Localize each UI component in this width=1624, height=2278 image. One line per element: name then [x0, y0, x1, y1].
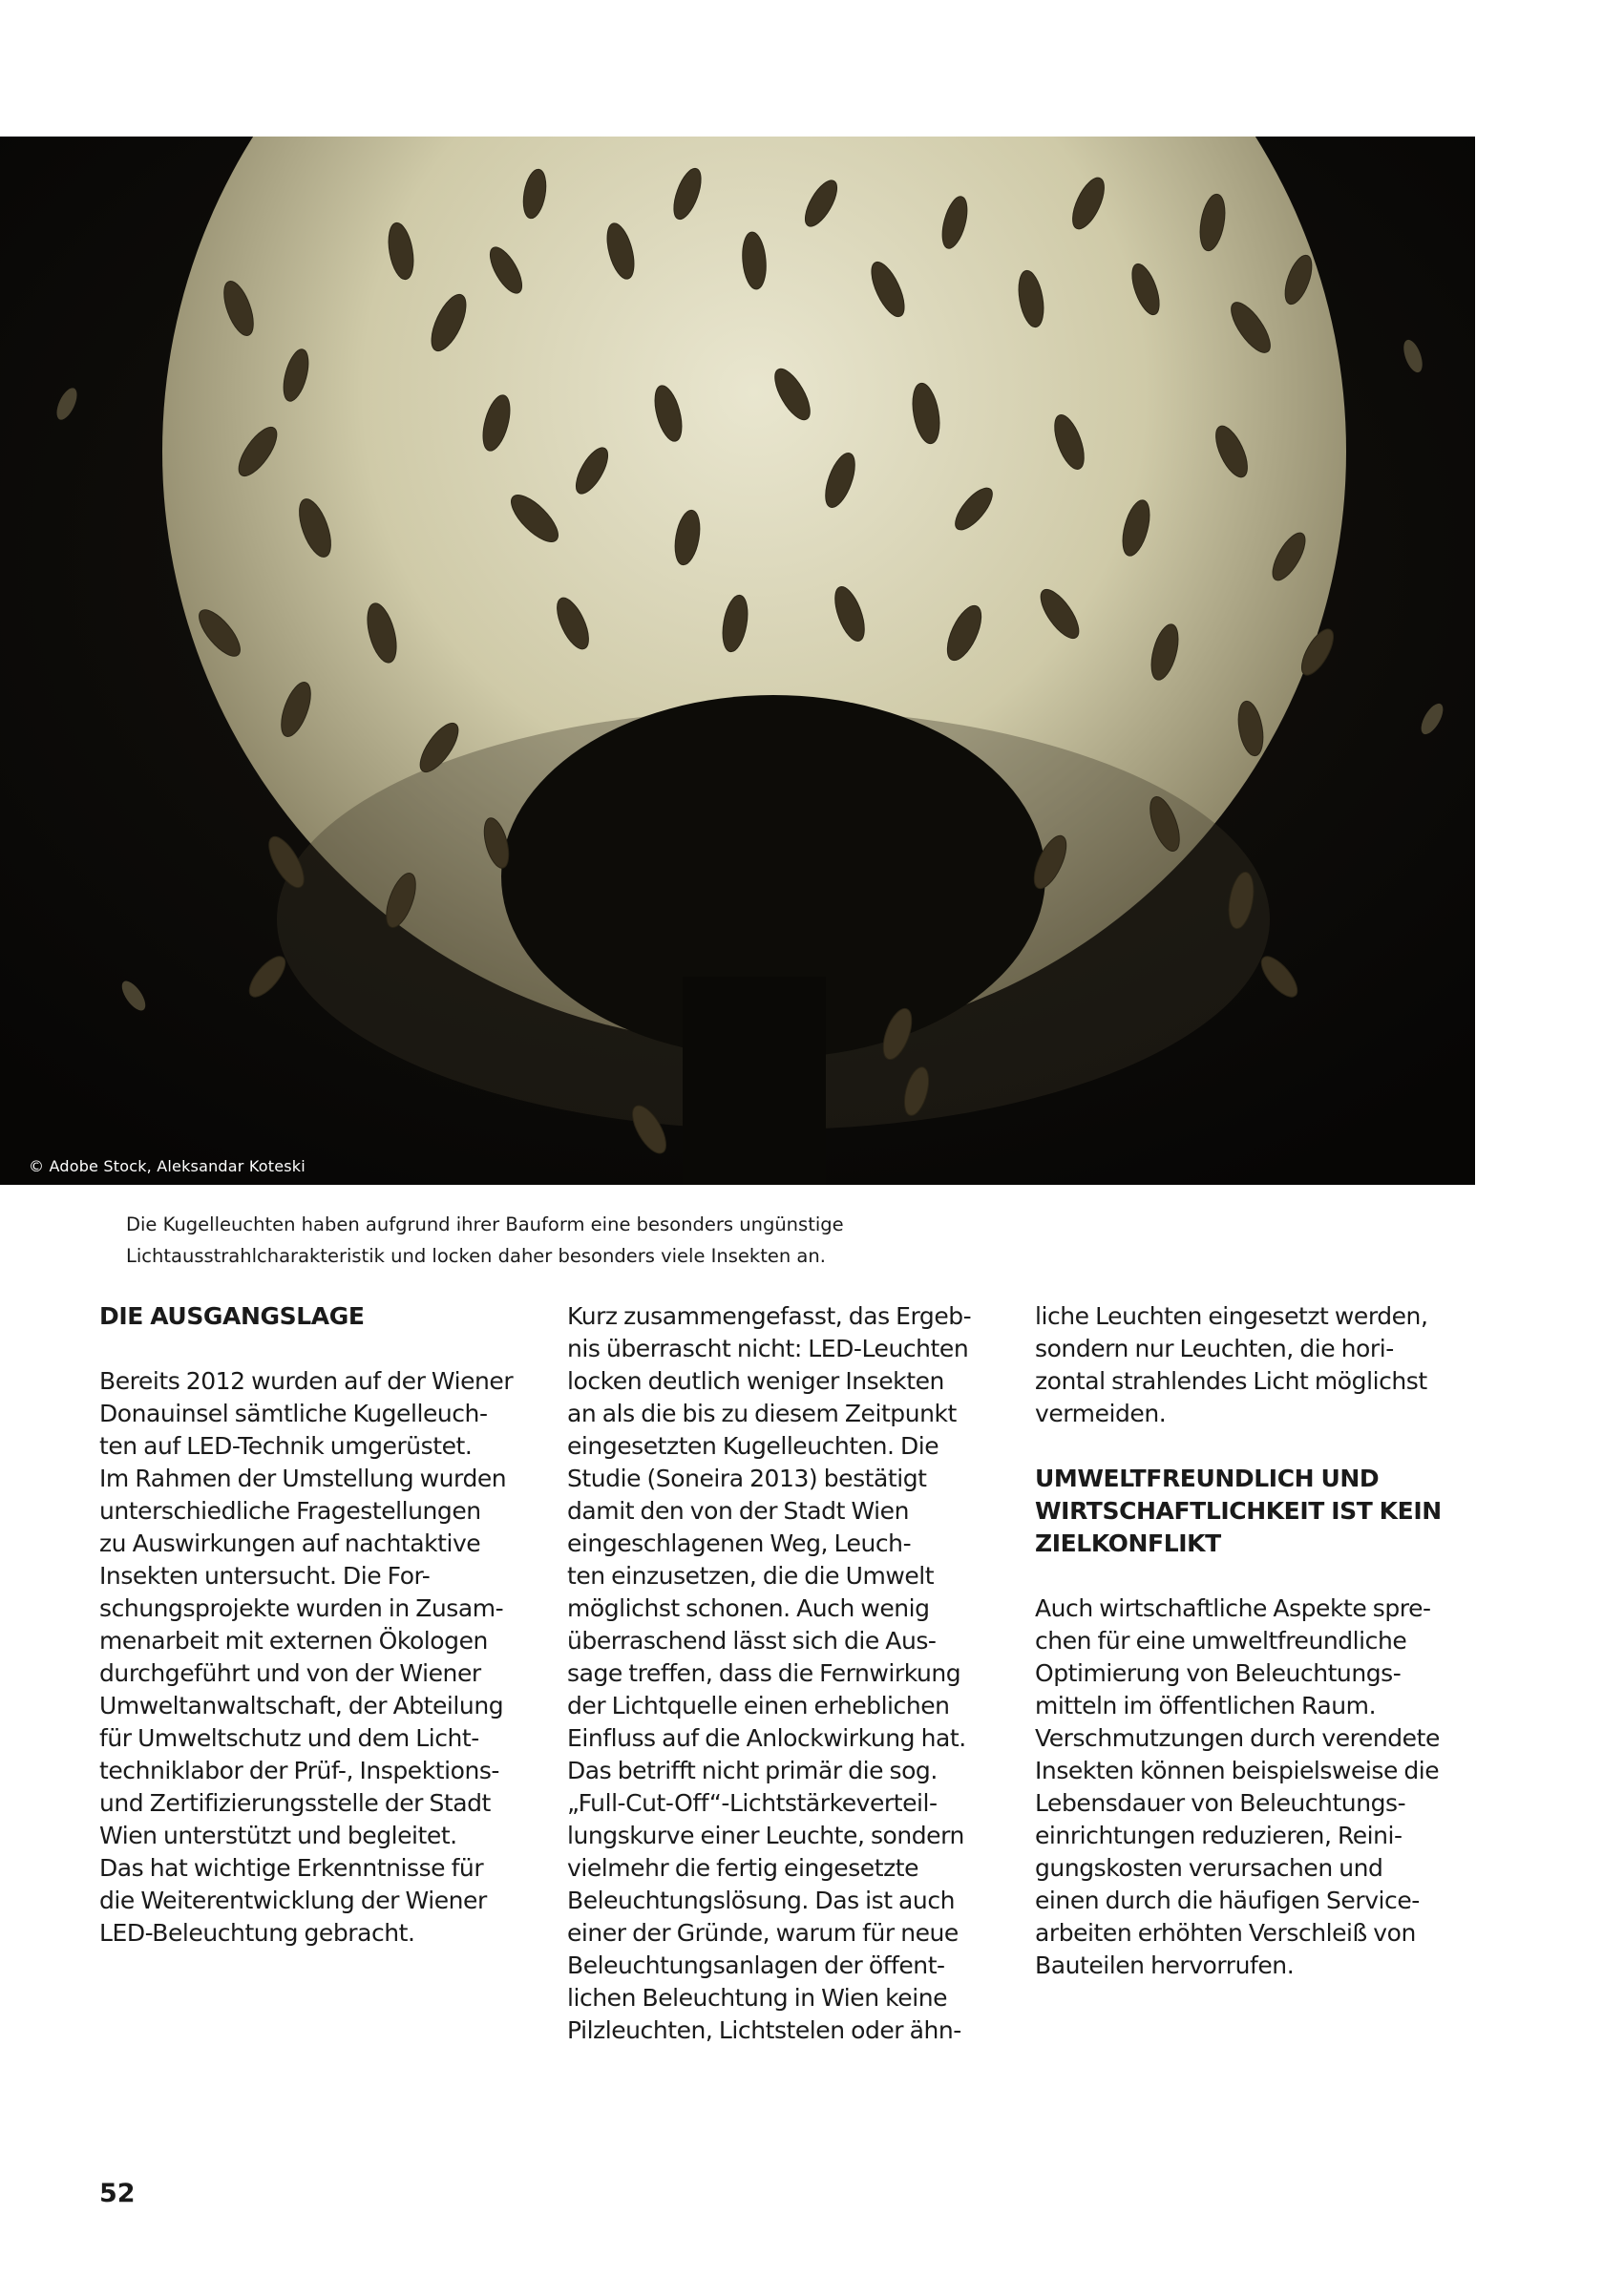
text-line: nis überrascht nicht: LED-Leuchten: [567, 1335, 969, 1362]
text-line: zu Auswirkungen auf nachtaktive: [99, 1529, 481, 1557]
text-line: „Full-Cut-Off“-Lichtstärkeverteil-: [567, 1789, 938, 1817]
lamp-photo: [0, 137, 1475, 1185]
text-line: schungsprojekte wurden in Zusam-: [99, 1594, 504, 1622]
text-line: ten auf LED-Technik umgerüstet.: [99, 1432, 473, 1460]
text-line: menarbeit mit externen Ökologen: [99, 1627, 488, 1655]
text-line: Studie (Soneira 2013) bestätigt: [567, 1465, 927, 1492]
column-2: [567, 1300, 1016, 2047]
text-line: Einfluss auf die Anlockwirkung hat.: [567, 1724, 966, 1752]
text-line: Optimierung von Beleuchtungs-: [1035, 1659, 1402, 1687]
text-line: Bauteilen hervorrufen.: [1035, 1951, 1295, 1979]
paragraph: [99, 1365, 552, 1950]
text-line: vielmehr die fertig eingesetzte: [567, 1854, 919, 1882]
photo-credit: © Adobe Stock, Aleksandar Koteski: [29, 1157, 306, 1175]
text-line: ten einzusetzen, die die Umwelt: [567, 1562, 935, 1590]
text-line: Das hat wichtige Erkenntnisse für: [99, 1854, 484, 1882]
text-line: einen durch die häufigen Service-: [1035, 1887, 1420, 1914]
text-line: Beleuchtungslösung. Das ist auch: [567, 1887, 956, 1914]
heading-line: UMWELTFREUNDLICH UND: [1035, 1465, 1380, 1492]
caption-line: Die Kugelleuchten haben aufgrund ihrer Bauform eine besonders ungünstige: [126, 1213, 844, 1235]
text-line: die Weiterentwicklung der Wiener: [99, 1887, 487, 1914]
text-line: Insekten können beispielsweise die: [1035, 1757, 1440, 1784]
text-line: der Lichtquelle einen erheblichen: [567, 1692, 950, 1719]
section-heading-umweltfreundlich: [1035, 1463, 1484, 1560]
text-line: unterschiedliche Fragestellungen: [99, 1497, 481, 1525]
text-line: Beleuchtungsanlagen der öffent-: [567, 1951, 945, 1979]
text-line: damit den von der Stadt Wien: [567, 1497, 909, 1525]
heading-line: ZIELKONFLIKT: [1035, 1529, 1221, 1557]
text-line: einer der Gründe, warum für neue: [567, 1919, 959, 1947]
column-1: [99, 1300, 552, 1950]
text-line: lungskurve einer Leuchte, sondern: [567, 1822, 964, 1849]
text-line: möglichst schonen. Auch wenig: [567, 1594, 930, 1622]
text-line: Im Rahmen der Umstellung wurden: [99, 1465, 507, 1492]
column-3: [1035, 1300, 1484, 1982]
text-line: Kurz zusammengefasst, das Ergeb-: [567, 1302, 972, 1330]
moths-on-globe-lamp-image: [0, 137, 1475, 1185]
text-line: liche Leuchten eingesetzt werden,: [1035, 1302, 1428, 1330]
text-line: Bereits 2012 wurden auf der Wiener: [99, 1367, 514, 1395]
text-line: durchgeführt und von der Wiener: [99, 1659, 481, 1687]
text-line: sage treffen, dass die Fernwirkung: [567, 1659, 961, 1687]
text-line: Insekten untersucht. Die For-: [99, 1562, 431, 1590]
paragraph: [1035, 1592, 1484, 1982]
text-line: chen für eine umweltfreundliche: [1035, 1627, 1407, 1655]
paragraph: [567, 1300, 1016, 2047]
page-number: 52: [99, 2179, 136, 2208]
text-line: sondern nur Leuchten, die hori-: [1035, 1335, 1394, 1362]
text-line: arbeiten erhöhten Verschleiß von: [1035, 1919, 1416, 1947]
text-line: techniklabor der Prüf-, Inspektions-: [99, 1757, 499, 1784]
text-line: gungskosten verursachen und: [1035, 1854, 1383, 1882]
text-line: zontal strahlendes Licht möglichst: [1035, 1367, 1427, 1395]
heading-line: WIRTSCHAFTLICHKEIT IST KEIN: [1035, 1497, 1442, 1525]
text-line: LED-Beleuchtung gebracht.: [99, 1919, 415, 1947]
text-line: Wien unterstützt und begleitet.: [99, 1822, 457, 1849]
photo-caption: [126, 1209, 1272, 1272]
text-line: locken deutlich weniger Insekten: [567, 1367, 944, 1395]
text-line: lichen Beleuchtung in Wien keine: [567, 1984, 948, 2012]
text-line: Donauinsel sämtliche Kugelleuch-: [99, 1400, 488, 1427]
text-line: für Umweltschutz und dem Licht-: [99, 1724, 479, 1752]
text-line: eingesetzten Kugelleuchten. Die: [567, 1432, 939, 1460]
text-line: mitteln im öffentlichen Raum.: [1035, 1692, 1377, 1719]
text-line: und Zertifizierungsstelle der Stadt: [99, 1789, 491, 1817]
text-line: Pilzleuchten, Lichtstelen oder ähn-: [567, 2016, 961, 2044]
text-line: vermeiden.: [1035, 1400, 1167, 1427]
text-line: eingeschlagenen Weg, Leuch-: [567, 1529, 912, 1557]
text-line: Umweltanwaltschaft, der Abteilung: [99, 1692, 504, 1719]
section-heading-ausgangslage: DIE AUSGANGSLAGE: [99, 1302, 365, 1330]
text-line: Lebensdauer von Beleuchtungs-: [1035, 1789, 1406, 1817]
text-line: Verschmutzungen durch verendete: [1035, 1724, 1440, 1752]
text-line: überraschend lässt sich die Aus-: [567, 1627, 937, 1655]
caption-line: Lichtausstrahlcharakteristik und locken daher besonders viele Insekten an.: [126, 1245, 826, 1267]
text-line: einrichtungen reduzieren, Reini-: [1035, 1822, 1403, 1849]
lamp-pole: [683, 977, 826, 1185]
text-line: an als die bis zu diesem Zeitpunkt: [567, 1400, 957, 1427]
text-line: Das betrifft nicht primär die sog.: [567, 1757, 938, 1784]
paragraph: [1035, 1300, 1484, 1430]
text-line: Auch wirtschaftliche Aspekte spre-: [1035, 1594, 1431, 1622]
